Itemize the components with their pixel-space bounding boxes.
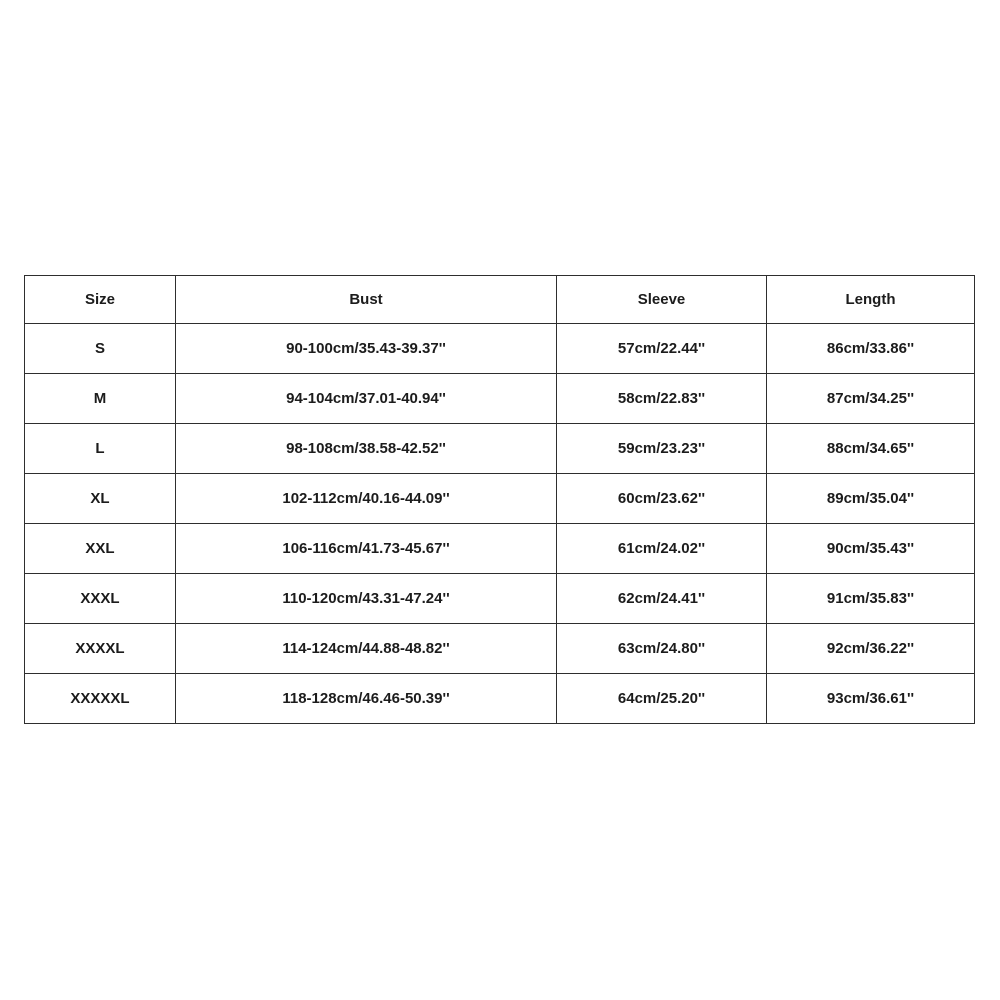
- size-cell: XL: [25, 474, 176, 524]
- table-row: [25, 424, 975, 474]
- size-cell: L: [25, 424, 176, 474]
- header-cell-bust: Bust: [176, 276, 557, 324]
- length-cell: 87cm/34.25'': [767, 374, 975, 424]
- size-chart-header: [25, 276, 975, 324]
- size-cell: XXXXXL: [25, 674, 176, 724]
- bust-cell: 118-128cm/46.46-50.39'': [176, 674, 557, 724]
- table-row: [25, 624, 975, 674]
- table-row: [25, 474, 975, 524]
- size-cell: XXL: [25, 524, 176, 574]
- header-row: [25, 276, 975, 324]
- header-cell-length: Length: [767, 276, 975, 324]
- sleeve-cell: 62cm/24.41'': [557, 574, 767, 624]
- bust-cell: 94-104cm/37.01-40.94'': [176, 374, 557, 424]
- bust-cell: 114-124cm/44.88-48.82'': [176, 624, 557, 674]
- header-cell-size: Size: [25, 276, 176, 324]
- sleeve-cell: 57cm/22.44'': [557, 324, 767, 374]
- size-cell: XXXXL: [25, 624, 176, 674]
- bust-cell: 98-108cm/38.58-42.52'': [176, 424, 557, 474]
- sleeve-cell: 59cm/23.23'': [557, 424, 767, 474]
- table-row: [25, 324, 975, 374]
- sleeve-cell: 58cm/22.83'': [557, 374, 767, 424]
- sleeve-cell: 60cm/23.62'': [557, 474, 767, 524]
- table-row: [25, 674, 975, 724]
- length-cell: 89cm/35.04'': [767, 474, 975, 524]
- length-cell: 88cm/34.65'': [767, 424, 975, 474]
- length-cell: 92cm/36.22'': [767, 624, 975, 674]
- bust-cell: 110-120cm/43.31-47.24'': [176, 574, 557, 624]
- size-cell: M: [25, 374, 176, 424]
- length-cell: 90cm/35.43'': [767, 524, 975, 574]
- size-chart-body: [25, 324, 975, 724]
- size-cell: S: [25, 324, 176, 374]
- table-row: [25, 374, 975, 424]
- sleeve-cell: 61cm/24.02'': [557, 524, 767, 574]
- sleeve-cell: 64cm/25.20'': [557, 674, 767, 724]
- bust-cell: 102-112cm/40.16-44.09'': [176, 474, 557, 524]
- length-cell: 91cm/35.83'': [767, 574, 975, 624]
- header-cell-sleeve: Sleeve: [557, 276, 767, 324]
- size-cell: XXXL: [25, 574, 176, 624]
- bust-cell: 90-100cm/35.43-39.37'': [176, 324, 557, 374]
- table-row: [25, 574, 975, 624]
- size-chart: [24, 275, 974, 724]
- bust-cell: 106-116cm/41.73-45.67'': [176, 524, 557, 574]
- length-cell: 93cm/36.61'': [767, 674, 975, 724]
- size-chart-table: [24, 275, 975, 724]
- table-row: [25, 524, 975, 574]
- sleeve-cell: 63cm/24.80'': [557, 624, 767, 674]
- length-cell: 86cm/33.86'': [767, 324, 975, 374]
